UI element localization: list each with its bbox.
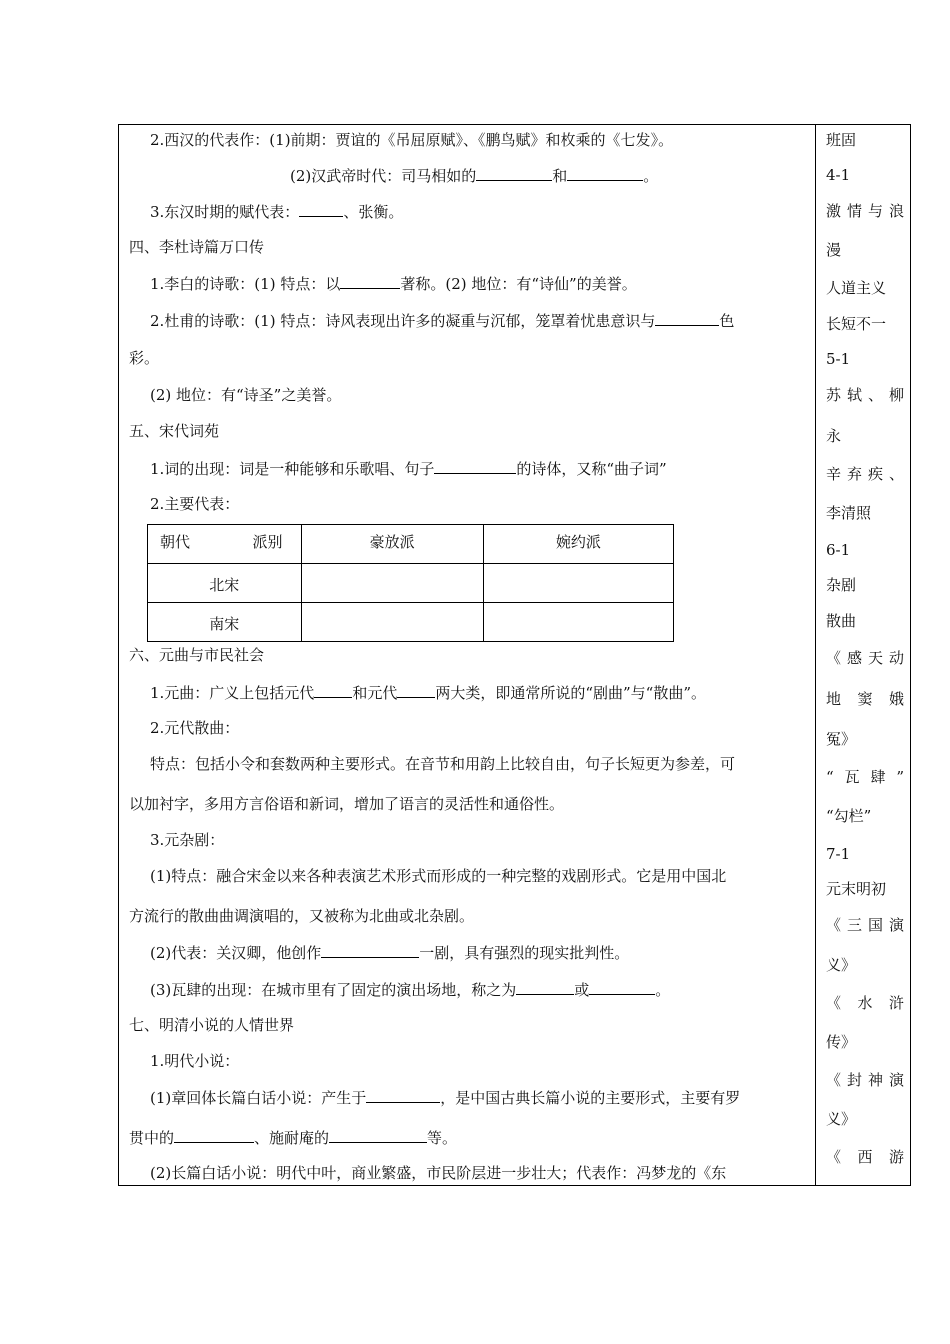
section-heading: 六、元曲与市民社会 bbox=[129, 646, 265, 664]
side-answer: 杂剧 bbox=[826, 576, 857, 594]
side-answer: 长短不一 bbox=[826, 315, 887, 333]
text-line: 特点：包括小令和套数两种主要形式。在音节和用韵上比较自由，句子长短更为参差，可 bbox=[150, 755, 736, 773]
text-line: 2.主要代表： bbox=[150, 495, 240, 513]
answer-cell[interactable] bbox=[301, 564, 483, 603]
text-line: (2)长篇白话小说：明代中叶，商业繁盛，市民阶层进一步壮大；代表作：冯梦龙的《东 bbox=[150, 1164, 727, 1182]
text-line: 1.明代小说： bbox=[150, 1052, 240, 1070]
text-line: 彩。 bbox=[129, 349, 160, 367]
side-answer: 地 窦 娥 bbox=[826, 690, 904, 708]
text-line: (1)特点：融合宋金以来各种表演艺术形式而形成的一种完整的戏剧形式。它是用中国北 bbox=[150, 867, 727, 885]
blank[interactable] bbox=[329, 1127, 427, 1143]
text-line: 贯中的 、施耐庵的 等。 bbox=[129, 1129, 458, 1147]
side-answer: 5-1 bbox=[826, 350, 851, 368]
side-answer: 《 水 浒 bbox=[826, 994, 904, 1012]
section-heading: 五、宋代词苑 bbox=[129, 422, 220, 440]
blank[interactable] bbox=[567, 165, 643, 181]
side-answer: 《 封 神 演 bbox=[826, 1071, 904, 1089]
header-cell: 婉约派 bbox=[483, 525, 673, 564]
header-cell: 豪放派 bbox=[301, 525, 483, 564]
answer-cell[interactable] bbox=[483, 603, 673, 642]
side-answer: 义》 bbox=[826, 1110, 857, 1128]
blank[interactable] bbox=[174, 1127, 254, 1143]
side-answer: 永 bbox=[826, 427, 842, 445]
side-answer: 6-1 bbox=[826, 541, 851, 559]
side-answer: “勾栏” bbox=[826, 807, 872, 825]
blank[interactable] bbox=[314, 682, 352, 698]
blank[interactable] bbox=[299, 201, 343, 217]
text-line: 2.西汉的代表作：(1)前期：贾谊的《吊屈原赋》、《鹏鸟赋》和枚乘的《七发》。 bbox=[150, 131, 674, 149]
text-line: (1)章回体长篇白话小说：产生于 ，是中国古典长篇小说的主要形式，主要有罗 bbox=[150, 1089, 741, 1107]
blank[interactable] bbox=[655, 310, 719, 326]
song-ci-table bbox=[147, 524, 674, 642]
text-line: 3.元杂剧： bbox=[150, 831, 225, 849]
side-answer: 漫 bbox=[826, 241, 842, 259]
side-answer: 《 西 游 bbox=[826, 1148, 904, 1166]
text-line: (2)代表：关汉卿，他创作 一剧，具有强烈的现实批判性。 bbox=[150, 944, 630, 962]
text-line: 方流行的散曲曲调演唱的，又被称为北曲或北杂剧。 bbox=[129, 907, 475, 925]
side-answer: “ 瓦 肆 ” bbox=[826, 768, 904, 786]
text-line: (3)瓦肆的出现：在城市里有了固定的演出场地，称之为 或 。 bbox=[150, 981, 671, 999]
side-answer: 苏 轼 、 柳 bbox=[826, 386, 904, 404]
side-answer: 李清照 bbox=[826, 504, 872, 522]
text-line: 3.东汉时期的赋代表： 、张衡。 bbox=[150, 203, 404, 221]
section-heading: 七、明清小说的人情世界 bbox=[129, 1016, 295, 1034]
blank[interactable] bbox=[321, 942, 419, 958]
side-answer: 辛 弃 疾 、 bbox=[826, 465, 904, 483]
side-answer: 义》 bbox=[826, 956, 857, 974]
text-line: 1.李白的诗歌：(1) 特点：以 著称。(2) 地位：有“诗仙”的美誉。 bbox=[150, 275, 637, 293]
answer-cell[interactable] bbox=[301, 603, 483, 642]
text-line: 以加衬字，多用方言俗语和新词，增加了语言的灵活性和通俗性。 bbox=[129, 795, 565, 813]
side-answer: 散曲 bbox=[826, 612, 857, 630]
blank[interactable] bbox=[434, 458, 516, 474]
header-cell: 朝代 派别 bbox=[148, 525, 302, 564]
column-divider bbox=[815, 124, 816, 1186]
text-line: (2)汉武帝时代：司马相如的 和 。 bbox=[290, 167, 659, 185]
answer-cell[interactable] bbox=[483, 564, 673, 603]
side-answer: 传》 bbox=[826, 1033, 857, 1051]
side-answer: 《 感 天 动 bbox=[826, 649, 904, 667]
side-answer: 冤》 bbox=[826, 730, 857, 748]
blank[interactable] bbox=[516, 979, 574, 995]
side-answer: 4-1 bbox=[826, 166, 851, 184]
blank[interactable] bbox=[366, 1087, 440, 1103]
blank[interactable] bbox=[589, 979, 655, 995]
section-heading: 四、李杜诗篇万口传 bbox=[129, 238, 265, 256]
text-line: (2) 地位：有“诗圣”之美誉。 bbox=[150, 386, 342, 404]
side-answer: 元末明初 bbox=[826, 880, 887, 898]
side-answer: 激 情 与 浪 bbox=[826, 202, 904, 220]
blank[interactable] bbox=[340, 273, 400, 289]
text-line: 1.词的出现：词是一种能够和乐歌唱、句子 的诗体，又称“曲子词” bbox=[150, 460, 667, 478]
text-line: 2.元代散曲： bbox=[150, 719, 240, 737]
row-label: 南宋 bbox=[148, 603, 302, 642]
row-label: 北宋 bbox=[148, 564, 302, 603]
text-line: 2.杜甫的诗歌：(1) 特点：诗风表现出许多的凝重与沉郁，笼罩着忧患意识与 色 bbox=[150, 312, 735, 330]
side-answer: 《 三 国 演 bbox=[826, 916, 904, 934]
side-answer: 人道主义 bbox=[826, 279, 887, 297]
blank[interactable] bbox=[476, 165, 552, 181]
side-answer: 班固 bbox=[826, 131, 857, 149]
blank[interactable] bbox=[397, 682, 435, 698]
side-answer: 7-1 bbox=[826, 845, 851, 863]
text-line: 1.元曲：广义上包括元代 和元代 两大类，即通常所说的“剧曲”与“散曲”。 bbox=[150, 684, 707, 702]
